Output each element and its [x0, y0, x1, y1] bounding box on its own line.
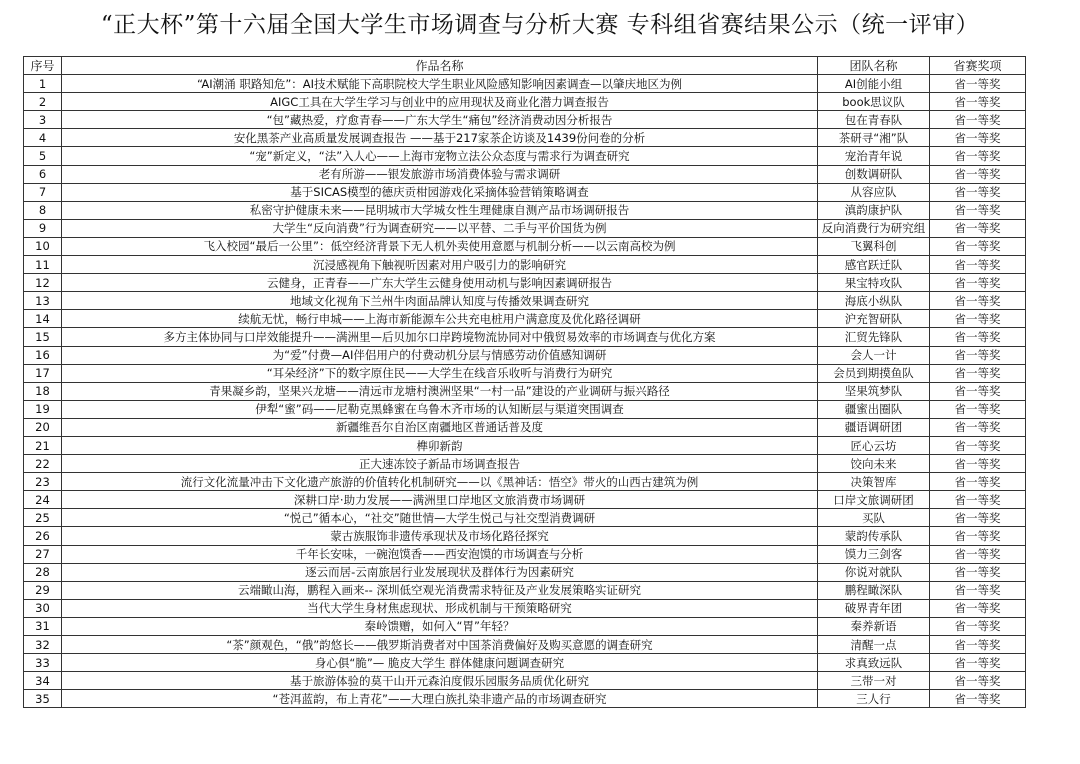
- cell-award: 省一等奖: [930, 129, 1026, 147]
- cell-award: 省一等奖: [930, 364, 1026, 382]
- cell-work: 老有所游——银发旅游市场消费体验与需求调研: [62, 165, 818, 183]
- cell-work: 新疆维吾尔自治区南疆地区普通话普及度: [62, 418, 818, 436]
- cell-award: 省一等奖: [930, 418, 1026, 436]
- table-row: [24, 455, 1026, 473]
- table-row: [24, 418, 1026, 436]
- cell-team: 破界青年团: [818, 599, 930, 617]
- cell-no: 28: [24, 563, 62, 581]
- cell-no: 32: [24, 636, 62, 654]
- cell-work: 伊犁“蜜”码——尼勒克黑蜂蜜在乌鲁木齐市场的认知断层与渠道突围调查: [62, 400, 818, 418]
- cell-no: 34: [24, 672, 62, 690]
- cell-award: 省一等奖: [930, 292, 1026, 310]
- cell-work: 大学生“反向消费”行为调查研究——以平替、二手与平价国货为例: [62, 219, 818, 237]
- table-row: [24, 636, 1026, 654]
- table-row: [24, 256, 1026, 274]
- cell-team: 海底小纵队: [818, 292, 930, 310]
- table-row: [24, 93, 1026, 111]
- cell-work: 飞入校园“最后一公里”：低空经济背景下无人机外卖使用意愿与机制分析——以云南高校为例: [62, 237, 818, 255]
- cell-no: 24: [24, 491, 62, 509]
- cell-team: 包在青春队: [818, 111, 930, 129]
- cell-award: 省一等奖: [930, 654, 1026, 672]
- cell-work: AIGC工具在大学生学习与创业中的应用现状及商业化潜力调查报告: [62, 93, 818, 111]
- cell-team: 你说对就队: [818, 563, 930, 581]
- cell-team: 果宝特攻队: [818, 274, 930, 292]
- cell-no: 10: [24, 237, 62, 255]
- cell-work: 身心俱“脆”— 脆皮大学生 群体健康问题调查研究: [62, 654, 818, 672]
- cell-no: 3: [24, 111, 62, 129]
- cell-work: 多方主体协同与口岸效能提升——满洲里—后贝加尔口岸跨境物流协同对中俄贸易效率的市场调查与优化方案: [62, 328, 818, 346]
- cell-team: 汇贸先锋队: [818, 328, 930, 346]
- cell-no: 1: [24, 75, 62, 93]
- cell-award: 省一等奖: [930, 672, 1026, 690]
- table-row: [24, 617, 1026, 635]
- cell-work: “苍洱蓝韵，布上青花”——大理白族扎染非遗产品的市场调查研究: [62, 690, 818, 708]
- table-header-row: [24, 57, 1026, 75]
- cell-work: 地域文化视角下兰州牛肉面品牌认知度与传播效果调查研究: [62, 292, 818, 310]
- cell-award: 省一等奖: [930, 274, 1026, 292]
- cell-team: AI创能小组: [818, 75, 930, 93]
- cell-team: 宠治青年说: [818, 147, 930, 165]
- cell-no: 18: [24, 382, 62, 400]
- cell-no: 16: [24, 346, 62, 364]
- cell-no: 17: [24, 364, 62, 382]
- cell-team: 秦养新语: [818, 617, 930, 635]
- cell-no: 19: [24, 400, 62, 418]
- cell-work: “茶”颜观色，“俄”韵悠长——俄罗斯消费者对中国茶消费偏好及购买意愿的调查研究: [62, 636, 818, 654]
- cell-award: 省一等奖: [930, 219, 1026, 237]
- cell-no: 4: [24, 129, 62, 147]
- cell-team: 三带一对: [818, 672, 930, 690]
- table-row: [24, 201, 1026, 219]
- page-title: “正大杯”第十六届全国大学生市场调查与分析大赛 专科组省赛结果公示（统一评审）: [100, 12, 980, 38]
- cell-team: 滇韵康护队: [818, 201, 930, 219]
- table-row: [24, 364, 1026, 382]
- table-row: [24, 129, 1026, 147]
- table-row: [24, 147, 1026, 165]
- cell-team: 沪充智研队: [818, 310, 930, 328]
- header-award: 省赛奖项: [930, 57, 1026, 75]
- cell-work: “悦己”循本心，“社交”随世情—大学生悦己与社交型消费调研: [62, 509, 818, 527]
- cell-award: 省一等奖: [930, 599, 1026, 617]
- cell-no: 12: [24, 274, 62, 292]
- cell-award: 省一等奖: [930, 436, 1026, 454]
- cell-work: 当代大学生身材焦虑现状、形成机制与干预策略研究: [62, 599, 818, 617]
- table-row: [24, 654, 1026, 672]
- cell-work: 私密守护健康未来——昆明城市大学城女性生理健康自测产品市场调研报告: [62, 201, 818, 219]
- cell-team: 买队: [818, 509, 930, 527]
- cell-no: 22: [24, 455, 62, 473]
- table-row: [24, 599, 1026, 617]
- cell-work: 沉浸感视角下触视听因素对用户吸引力的影响研究: [62, 256, 818, 274]
- cell-team: 疆蜜出圈队: [818, 400, 930, 418]
- table-row: [24, 509, 1026, 527]
- table-row: [24, 237, 1026, 255]
- cell-no: 33: [24, 654, 62, 672]
- cell-no: 23: [24, 473, 62, 491]
- cell-award: 省一等奖: [930, 111, 1026, 129]
- cell-no: 29: [24, 581, 62, 599]
- cell-team: 从容应队: [818, 183, 930, 201]
- cell-team: 口岸文旅调研团: [818, 491, 930, 509]
- cell-team: 疆语调研团: [818, 418, 930, 436]
- cell-team: 会人一计: [818, 346, 930, 364]
- cell-no: 35: [24, 690, 62, 708]
- cell-team: 坚果筑梦队: [818, 382, 930, 400]
- table-row: [24, 310, 1026, 328]
- cell-team: 求真致远队: [818, 654, 930, 672]
- table-row: [24, 400, 1026, 418]
- table-row: [24, 672, 1026, 690]
- cell-no: 15: [24, 328, 62, 346]
- cell-work: “宠”新定义，“法”入人心——上海市宠物立法公众态度与需求行为调查研究: [62, 147, 818, 165]
- cell-work: 续航无忧，畅行申城——上海市新能源车公共充电桩用户满意度及优化路径调研: [62, 310, 818, 328]
- cell-work: “包”藏热爱，疗愈青春——广东大学生“痛包”经济消费动因分析报告: [62, 111, 818, 129]
- results-table: [23, 56, 1026, 708]
- cell-award: 省一等奖: [930, 147, 1026, 165]
- header-work: 作品名称: [62, 57, 818, 75]
- cell-award: 省一等奖: [930, 509, 1026, 527]
- cell-no: 2: [24, 93, 62, 111]
- cell-award: 省一等奖: [930, 563, 1026, 581]
- cell-award: 省一等奖: [930, 617, 1026, 635]
- cell-no: 21: [24, 436, 62, 454]
- cell-award: 省一等奖: [930, 165, 1026, 183]
- table-row: [24, 563, 1026, 581]
- cell-work: “耳朵经济”下的数字原住民——大学生在线音乐收听与消费行为研究: [62, 364, 818, 382]
- cell-no: 5: [24, 147, 62, 165]
- cell-team: 匠心云坊: [818, 436, 930, 454]
- table-row: [24, 75, 1026, 93]
- cell-award: 省一等奖: [930, 183, 1026, 201]
- cell-no: 8: [24, 201, 62, 219]
- cell-award: 省一等奖: [930, 346, 1026, 364]
- cell-team: 茶研寻“湘”队: [818, 129, 930, 147]
- cell-work: 基于SICAS模型的德庆贡柑园游戏化采摘体验营销策略调查: [62, 183, 818, 201]
- cell-team: 反向消费行为研究组: [818, 219, 930, 237]
- table-row: [24, 382, 1026, 400]
- cell-work: 云健身，正青春——广东大学生云健身使用动机与影响因素调研报告: [62, 274, 818, 292]
- cell-team: book思议队: [818, 93, 930, 111]
- cell-no: 11: [24, 256, 62, 274]
- cell-no: 9: [24, 219, 62, 237]
- cell-no: 31: [24, 617, 62, 635]
- cell-team: 蒙韵传承队: [818, 527, 930, 545]
- table-row: [24, 545, 1026, 563]
- cell-award: 省一等奖: [930, 581, 1026, 599]
- cell-work: 千年长安味，一碗泡馍香——西安泡馍的市场调查与分析: [62, 545, 818, 563]
- cell-award: 省一等奖: [930, 328, 1026, 346]
- table-row: [24, 491, 1026, 509]
- cell-team: 饺向未来: [818, 455, 930, 473]
- header-no: 序号: [24, 57, 62, 75]
- cell-no: 20: [24, 418, 62, 436]
- cell-team: 会员到期摸鱼队: [818, 364, 930, 382]
- cell-team: 感官跃迁队: [818, 256, 930, 274]
- cell-award: 省一等奖: [930, 455, 1026, 473]
- cell-work: 云端瞰山海，鹏程入画来-- 深圳低空观光消费需求特征及产业发展策略实证研究: [62, 581, 818, 599]
- cell-no: 7: [24, 183, 62, 201]
- cell-team: 三人行: [818, 690, 930, 708]
- cell-work: 秦岭馈赠，如何入“胃”年轻？: [62, 617, 818, 635]
- cell-award: 省一等奖: [930, 400, 1026, 418]
- table-row: [24, 346, 1026, 364]
- cell-work: 流行文化流量冲击下文化遗产旅游的价值转化机制研究——以《黑神话：悟空》带火的山西古建筑为例: [62, 473, 818, 491]
- cell-no: 26: [24, 527, 62, 545]
- cell-no: 6: [24, 165, 62, 183]
- cell-team: 决策智库: [818, 473, 930, 491]
- cell-no: 14: [24, 310, 62, 328]
- cell-award: 省一等奖: [930, 473, 1026, 491]
- cell-work: 青果凝乡韵，坚果兴龙塘——清远市龙塘村澳洲坚果“一村一品”建设的产业调研与振兴路径: [62, 382, 818, 400]
- table-row: [24, 183, 1026, 201]
- cell-work: 为“爱”付费—AI伴侣用户的付费动机分层与情感劳动价值感知调研: [62, 346, 818, 364]
- cell-team: 馍力三剑客: [818, 545, 930, 563]
- cell-award: 省一等奖: [930, 93, 1026, 111]
- table-row: [24, 527, 1026, 545]
- cell-no: 13: [24, 292, 62, 310]
- cell-team: 清醒一点: [818, 636, 930, 654]
- table-row: [24, 219, 1026, 237]
- cell-award: 省一等奖: [930, 237, 1026, 255]
- cell-award: 省一等奖: [930, 636, 1026, 654]
- cell-award: 省一等奖: [930, 201, 1026, 219]
- cell-award: 省一等奖: [930, 75, 1026, 93]
- header-team: 团队名称: [818, 57, 930, 75]
- cell-work: “AI潮涌 职路知危”：AI技术赋能下高职院校大学生职业风险感知影响因素调查—以肇庆地区为例: [62, 75, 818, 93]
- cell-award: 省一等奖: [930, 382, 1026, 400]
- cell-team: 鹏程瞰深队: [818, 581, 930, 599]
- cell-team: 创数调研队: [818, 165, 930, 183]
- cell-work: 榫卯新韵: [62, 436, 818, 454]
- cell-no: 27: [24, 545, 62, 563]
- cell-award: 省一等奖: [930, 545, 1026, 563]
- cell-work: 安化黑茶产业高质量发展调查报告 ——基于217家茶企访谈及1439份问卷的分析: [62, 129, 818, 147]
- cell-work: 蒙古族服饰非遗传承现状及市场化路径探究: [62, 527, 818, 545]
- cell-award: 省一等奖: [930, 690, 1026, 708]
- cell-work: 基于旅游体验的莫干山开元森泊度假乐园服务品质优化研究: [62, 672, 818, 690]
- table-row: [24, 274, 1026, 292]
- cell-award: 省一等奖: [930, 310, 1026, 328]
- cell-award: 省一等奖: [930, 256, 1026, 274]
- table-row: [24, 165, 1026, 183]
- cell-no: 30: [24, 599, 62, 617]
- table-row: [24, 690, 1026, 708]
- table-row: [24, 292, 1026, 310]
- cell-work: 逐云而居-云南旅居行业发展现状及群体行为因素研究: [62, 563, 818, 581]
- cell-team: 飞翼科创: [818, 237, 930, 255]
- table-row: [24, 581, 1026, 599]
- cell-work: 正大速冻饺子新品市场调查报告: [62, 455, 818, 473]
- table-body: [24, 75, 1026, 708]
- cell-no: 25: [24, 509, 62, 527]
- table-row: [24, 328, 1026, 346]
- cell-work: 深耕口岸·助力发展——满洲里口岸地区文旅消费市场调研: [62, 491, 818, 509]
- table-row: [24, 111, 1026, 129]
- cell-award: 省一等奖: [930, 527, 1026, 545]
- table-row: [24, 473, 1026, 491]
- table-row: [24, 436, 1026, 454]
- cell-award: 省一等奖: [930, 491, 1026, 509]
